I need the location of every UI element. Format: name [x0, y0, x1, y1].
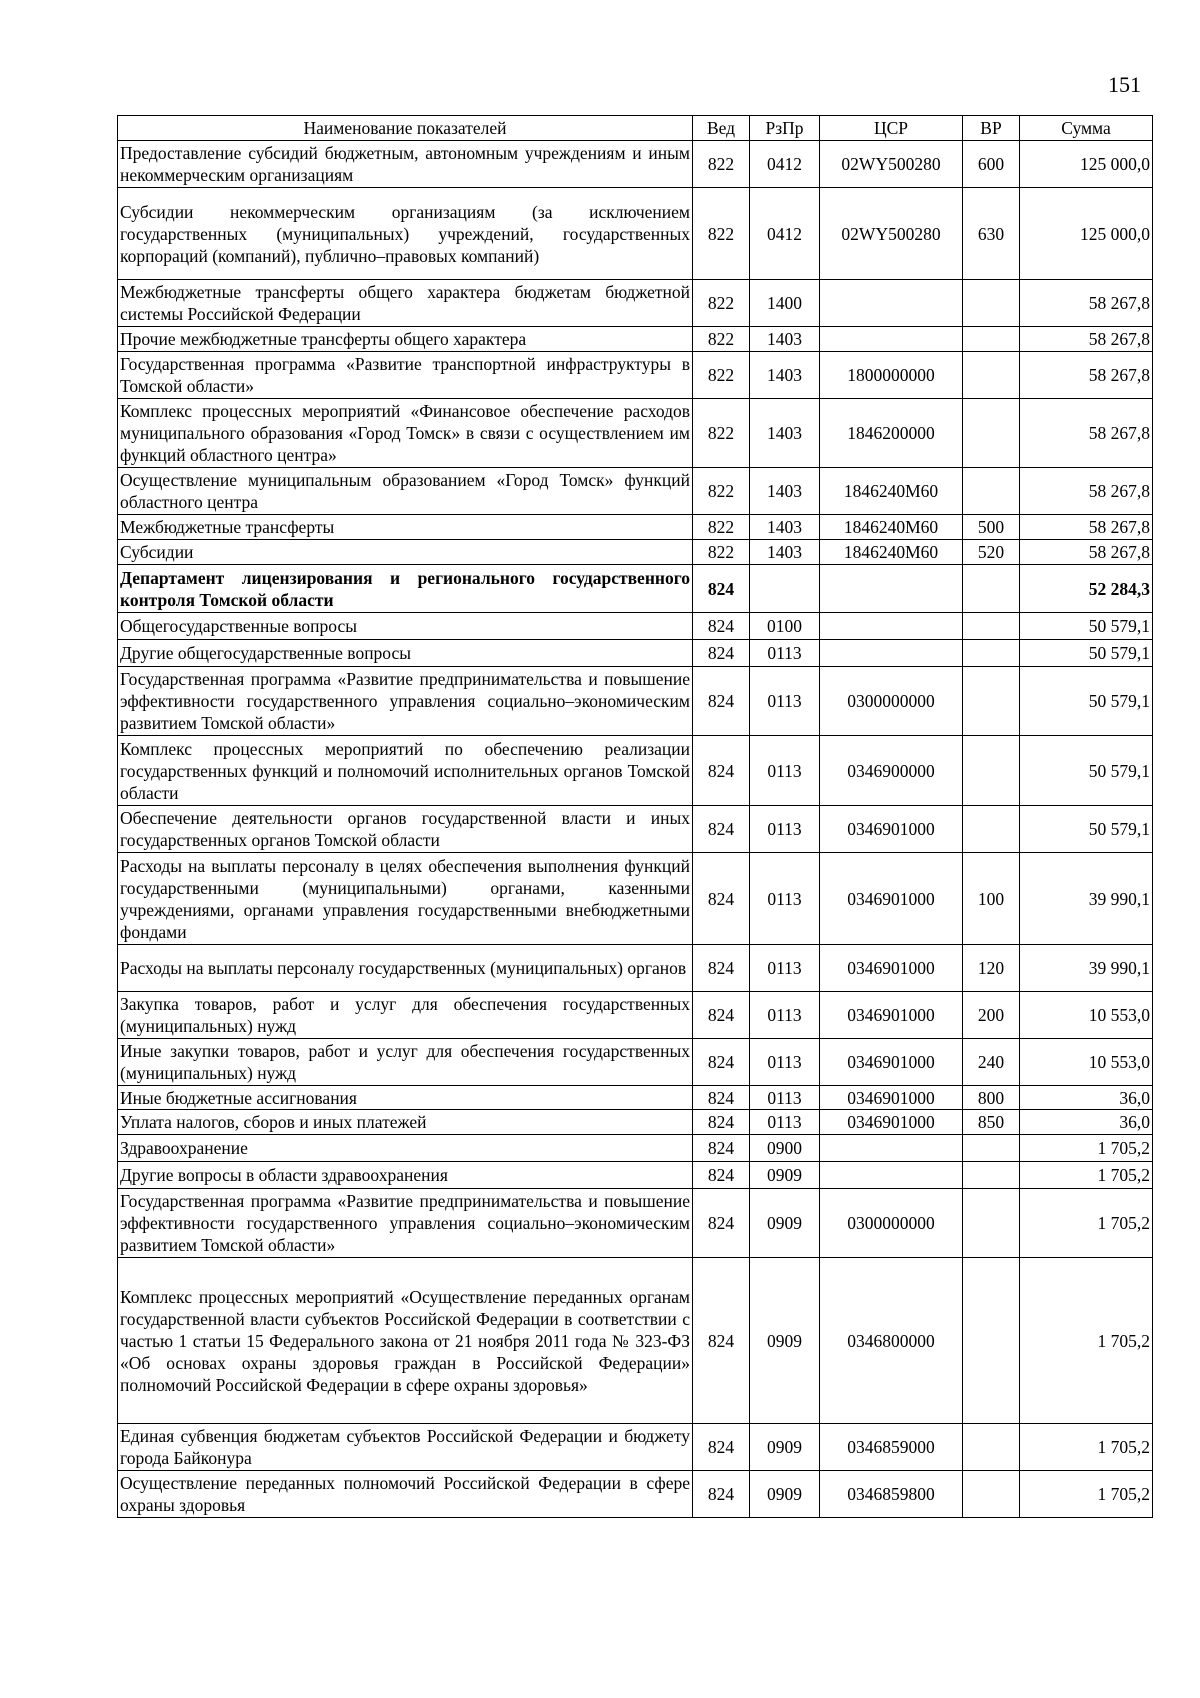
row-rzpr: 0113	[750, 806, 820, 853]
row-vr	[963, 1471, 1020, 1518]
row-name: Иные закупки товаров, работ и услуг для обеспечения государственных (муниципальных) нужд	[118, 1039, 693, 1086]
row-name: Прочие межбюджетные трансферты общего характера	[118, 327, 693, 352]
row-sum: 58 267,8	[1020, 327, 1153, 352]
row-rzpr: 0113	[750, 1039, 820, 1086]
row-sum: 1 705,2	[1020, 1135, 1153, 1162]
table-row	[118, 640, 1153, 667]
row-ved: 824	[693, 1189, 750, 1258]
row-sum: 58 267,8	[1020, 399, 1153, 468]
row-rzpr: 1403	[750, 540, 820, 565]
budget-table	[117, 115, 1153, 1518]
row-name: Государственная программа «Развитие предпринимательства и повышение эффективности государственного управления социально–экономическим развитием Томской области»	[118, 667, 693, 736]
row-name: Общегосударственные вопросы	[118, 613, 693, 640]
row-ved: 824	[693, 853, 750, 945]
row-csr	[820, 1162, 963, 1189]
row-csr: 0346901000	[820, 992, 963, 1039]
row-sum: 10 553,0	[1020, 1039, 1153, 1086]
table-row	[118, 565, 1153, 613]
page-number: 151	[1108, 72, 1141, 97]
table-row	[118, 352, 1153, 399]
row-csr	[820, 280, 963, 327]
table-row	[118, 468, 1153, 515]
row-name: Субсидии некоммерческим организациям (за исключением государственных (муниципальных) учреждений, государственных корпораций (компаний), публично–правовых компаний)	[118, 188, 693, 280]
row-rzpr: 0113	[750, 1086, 820, 1110]
row-ved: 824	[693, 1424, 750, 1471]
row-ved: 822	[693, 399, 750, 468]
row-csr: 1846240М60	[820, 468, 963, 515]
row-ved: 824	[693, 640, 750, 667]
row-sum: 36,0	[1020, 1086, 1153, 1110]
table-row	[118, 515, 1153, 540]
table-row	[118, 1039, 1153, 1086]
row-csr	[820, 327, 963, 352]
row-csr: 0346901000	[820, 853, 963, 945]
row-sum: 125 000,0	[1020, 141, 1153, 188]
row-vr: 850	[963, 1110, 1020, 1135]
row-vr	[963, 640, 1020, 667]
table-row	[118, 945, 1153, 992]
row-ved: 824	[693, 945, 750, 992]
header-csr: ЦСР	[820, 116, 963, 141]
table-row	[118, 1135, 1153, 1162]
row-csr: 0346859000	[820, 1424, 963, 1471]
table-row	[118, 399, 1153, 468]
row-name: Комплекс процессных мероприятий «Финансовое обеспечение расходов муниципального образования «Город Томск» в связи с осуществлением им функций областного центра»	[118, 399, 693, 468]
row-rzpr: 0113	[750, 736, 820, 806]
row-vr	[963, 736, 1020, 806]
row-ved: 824	[693, 1086, 750, 1110]
row-sum: 58 267,8	[1020, 280, 1153, 327]
row-vr	[963, 399, 1020, 468]
row-rzpr: 1403	[750, 327, 820, 352]
row-sum: 58 267,8	[1020, 540, 1153, 565]
row-csr: 0346900000	[820, 736, 963, 806]
row-name: Закупка товаров, работ и услуг для обеспечения государственных (муниципальных) нужд	[118, 992, 693, 1039]
row-csr: 0300000000	[820, 1189, 963, 1258]
row-csr: 0300000000	[820, 667, 963, 736]
row-ved: 822	[693, 280, 750, 327]
row-name: Государственная программа «Развитие предпринимательства и повышение эффективности государственного управления социально–экономическим развитием Томской области»	[118, 1189, 693, 1258]
table-row	[118, 280, 1153, 327]
row-ved: 824	[693, 565, 750, 613]
row-rzpr: 1400	[750, 280, 820, 327]
row-name: Комплекс процессных мероприятий по обеспечению реализации государственных функций и полномочий исполнительных органов Томской области	[118, 736, 693, 806]
header-vr: ВР	[963, 116, 1020, 141]
row-name: Другие общегосударственные вопросы	[118, 640, 693, 667]
table-header-row	[118, 116, 1153, 141]
row-ved: 824	[693, 1162, 750, 1189]
row-sum: 10 553,0	[1020, 992, 1153, 1039]
row-csr: 02WY500280	[820, 188, 963, 280]
row-rzpr: 0113	[750, 1110, 820, 1135]
row-ved: 824	[693, 1135, 750, 1162]
row-name: Расходы на выплаты персоналу государственных (муниципальных) органов	[118, 945, 693, 992]
row-csr: 0346901000	[820, 1110, 963, 1135]
table-row	[118, 667, 1153, 736]
row-csr	[820, 1135, 963, 1162]
row-name: Иные бюджетные ассигнования	[118, 1086, 693, 1110]
row-vr	[963, 1189, 1020, 1258]
row-vr	[963, 327, 1020, 352]
table-row	[118, 188, 1153, 280]
table-row	[118, 806, 1153, 853]
row-name: Межбюджетные трансферты общего характера бюджетам бюджетной системы Российской Федерации	[118, 280, 693, 327]
row-vr	[963, 806, 1020, 853]
table-row	[118, 1424, 1153, 1471]
row-ved: 822	[693, 188, 750, 280]
row-sum: 52 284,3	[1020, 565, 1153, 613]
table-row	[118, 1110, 1153, 1135]
row-ved: 824	[693, 1471, 750, 1518]
row-sum: 39 990,1	[1020, 853, 1153, 945]
row-vr: 520	[963, 540, 1020, 565]
row-csr	[820, 613, 963, 640]
row-name: Департамент лицензирования и регионального государственного контроля Томской области	[118, 565, 693, 613]
row-name: Единая субвенция бюджетам субъектов Российской Федерации и бюджету города Байконура	[118, 1424, 693, 1471]
row-ved: 824	[693, 667, 750, 736]
row-rzpr: 0412	[750, 188, 820, 280]
table-row	[118, 1086, 1153, 1110]
row-sum: 50 579,1	[1020, 613, 1153, 640]
row-vr: 200	[963, 992, 1020, 1039]
row-rzpr: 0113	[750, 945, 820, 992]
row-rzpr: 1403	[750, 352, 820, 399]
row-name: Другие вопросы в области здравоохранения	[118, 1162, 693, 1189]
row-vr: 500	[963, 515, 1020, 540]
row-csr: 0346901000	[820, 806, 963, 853]
row-csr: 1846200000	[820, 399, 963, 468]
row-ved: 822	[693, 327, 750, 352]
row-name: Обеспечение деятельности органов государственной власти и иных государственных органов Томской области	[118, 806, 693, 853]
row-rzpr: 0412	[750, 141, 820, 188]
row-sum: 58 267,8	[1020, 515, 1153, 540]
row-csr: 0346859800	[820, 1471, 963, 1518]
table-row	[118, 1471, 1153, 1518]
row-sum: 58 267,8	[1020, 352, 1153, 399]
row-sum: 1 705,2	[1020, 1258, 1153, 1424]
row-sum: 1 705,2	[1020, 1424, 1153, 1471]
row-ved: 824	[693, 806, 750, 853]
row-sum: 1 705,2	[1020, 1471, 1153, 1518]
row-rzpr: 0909	[750, 1189, 820, 1258]
row-rzpr: 1403	[750, 515, 820, 540]
table-row	[118, 1162, 1153, 1189]
row-sum: 39 990,1	[1020, 945, 1153, 992]
row-vr	[963, 1424, 1020, 1471]
table-row	[118, 141, 1153, 188]
row-csr: 0346901000	[820, 945, 963, 992]
row-vr	[963, 565, 1020, 613]
row-name: Уплата налогов, сборов и иных платежей	[118, 1110, 693, 1135]
table-row	[118, 992, 1153, 1039]
table-row	[118, 736, 1153, 806]
row-name: Комплекс процессных мероприятий «Осуществление переданных органам государственной власти субъектов Российской Федерации в соответствии с частью 1 статьи 15 Федерального закона от 21 ноября 2011 года № 323-ФЗ «Об основах охраны здоровья граждан в Российской Федерации» полномочий Российской Федерации в сфере охраны здоровья»	[118, 1258, 693, 1424]
row-vr: 100	[963, 853, 1020, 945]
row-vr	[963, 667, 1020, 736]
row-rzpr: 0113	[750, 667, 820, 736]
row-csr	[820, 640, 963, 667]
row-ved: 824	[693, 992, 750, 1039]
row-rzpr: 0900	[750, 1135, 820, 1162]
row-vr	[963, 468, 1020, 515]
row-sum: 50 579,1	[1020, 736, 1153, 806]
row-name: Субсидии	[118, 540, 693, 565]
row-vr	[963, 1258, 1020, 1424]
row-vr	[963, 280, 1020, 327]
row-csr: 02WY500280	[820, 141, 963, 188]
row-vr: 630	[963, 188, 1020, 280]
row-csr: 0346901000	[820, 1039, 963, 1086]
header-name: Наименование показателей	[118, 116, 693, 141]
table-row	[118, 1189, 1153, 1258]
row-vr: 600	[963, 141, 1020, 188]
row-rzpr: 0909	[750, 1471, 820, 1518]
row-sum: 1 705,2	[1020, 1162, 1153, 1189]
row-rzpr: 0100	[750, 613, 820, 640]
table-row	[118, 613, 1153, 640]
row-ved: 824	[693, 1110, 750, 1135]
row-name: Расходы на выплаты персоналу в целях обеспечения выполнения функций государственными (муниципальными) органами, казенными учреждениями, органами управления государственными внебюджетными фондами	[118, 853, 693, 945]
row-csr: 1800000000	[820, 352, 963, 399]
row-rzpr: 0909	[750, 1258, 820, 1424]
row-name: Осуществление муниципальным образованием «Город Томск» функций областного центра	[118, 468, 693, 515]
row-sum: 50 579,1	[1020, 806, 1153, 853]
row-csr: 1846240М60	[820, 540, 963, 565]
row-csr	[820, 565, 963, 613]
row-name: Осуществление переданных полномочий Российской Федерации в сфере охраны здоровья	[118, 1471, 693, 1518]
row-ved: 822	[693, 515, 750, 540]
row-sum: 1 705,2	[1020, 1189, 1153, 1258]
row-ved: 824	[693, 1258, 750, 1424]
header-rzpr: РзПр	[750, 116, 820, 141]
row-rzpr: 0113	[750, 853, 820, 945]
row-ved: 822	[693, 468, 750, 515]
row-rzpr: 0909	[750, 1162, 820, 1189]
row-vr	[963, 352, 1020, 399]
row-name: Здравоохранение	[118, 1135, 693, 1162]
table-row	[118, 540, 1153, 565]
table-body	[118, 141, 1153, 1518]
row-vr	[963, 1135, 1020, 1162]
row-ved: 822	[693, 540, 750, 565]
row-csr: 0346800000	[820, 1258, 963, 1424]
row-rzpr: 0113	[750, 992, 820, 1039]
row-rzpr: 1403	[750, 399, 820, 468]
row-rzpr: 0113	[750, 640, 820, 667]
table-row	[118, 327, 1153, 352]
row-vr: 240	[963, 1039, 1020, 1086]
row-sum: 50 579,1	[1020, 667, 1153, 736]
row-sum: 36,0	[1020, 1110, 1153, 1135]
row-ved: 822	[693, 352, 750, 399]
row-vr: 120	[963, 945, 1020, 992]
row-sum: 58 267,8	[1020, 468, 1153, 515]
row-ved: 824	[693, 613, 750, 640]
row-ved: 822	[693, 141, 750, 188]
row-vr: 800	[963, 1086, 1020, 1110]
row-rzpr: 1403	[750, 468, 820, 515]
row-csr: 0346901000	[820, 1086, 963, 1110]
row-csr: 1846240М60	[820, 515, 963, 540]
row-rzpr: 0909	[750, 1424, 820, 1471]
header-ved: Вед	[693, 116, 750, 141]
row-rzpr	[750, 565, 820, 613]
row-vr	[963, 613, 1020, 640]
row-vr	[963, 1162, 1020, 1189]
row-sum: 50 579,1	[1020, 640, 1153, 667]
row-name: Государственная программа «Развитие транспортной инфраструктуры в Томской области»	[118, 352, 693, 399]
header-sum: Сумма	[1020, 116, 1153, 141]
row-name: Межбюджетные трансферты	[118, 515, 693, 540]
row-name: Предоставление субсидий бюджетным, автономным учреждениям и иным некоммерческим организациям	[118, 141, 693, 188]
table-row	[118, 1258, 1153, 1424]
row-ved: 824	[693, 1039, 750, 1086]
row-sum: 125 000,0	[1020, 188, 1153, 280]
table-row	[118, 853, 1153, 945]
row-ved: 824	[693, 736, 750, 806]
